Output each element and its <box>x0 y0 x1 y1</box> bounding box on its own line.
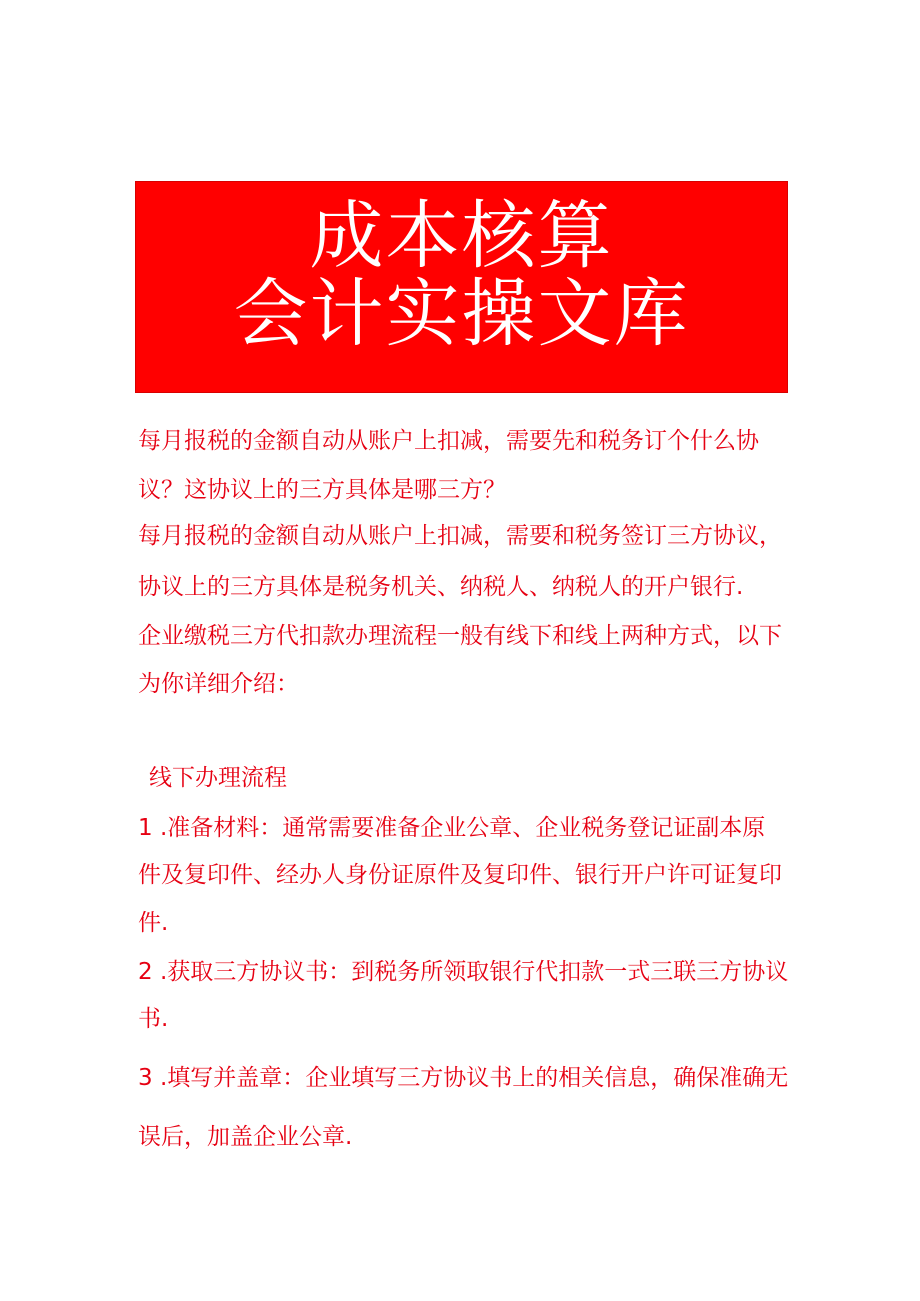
question-line-2: 议？这协议上的三方具体是哪三方？ <box>138 477 506 503</box>
banner-title-line-1: 成本核算 <box>309 193 614 279</box>
answer-line-2: 协议上的三方具体是税务机关、纳税人、纳税人的开户银行. <box>138 574 744 600</box>
question-line-1: 每月报税的金额自动从账户上扣减，需要先和税务订个什么协 <box>138 428 759 454</box>
title-banner <box>135 181 788 393</box>
step-2-line-1: 2 .获取三方协议书：到税务所领取银行代扣款一式三联三方协议 <box>138 959 789 985</box>
intro-line-1: 企业缴税三方代扣款办理流程一般有线下和线上两种方式，以下 <box>138 623 782 649</box>
intro-line-2: 为你详细介绍： <box>138 671 299 697</box>
step-2-line-2: 书. <box>138 1006 169 1032</box>
step-3-line-1: 3 .填写并盖章：企业填写三方协议书上的相关信息，确保准确无 <box>138 1065 789 1091</box>
step-1-line-3: 件. <box>138 910 169 936</box>
step-1-line-2: 件及复印件、经办人身份证原件及复印件、银行开户许可证复印 <box>138 862 782 888</box>
step-1-line-1: 1 .准备材料：通常需要准备企业公章、企业税务登记证副本原 <box>138 815 766 841</box>
step-3-line-2: 误后，加盖企业公章. <box>138 1124 353 1150</box>
answer-line-1: 每月报税的金额自动从账户上扣减，需要和税务签订三方协议， <box>138 523 782 549</box>
section-heading-offline: 线下办理流程 <box>149 765 287 791</box>
banner-title-line-2: 会计实操文库 <box>233 271 690 357</box>
